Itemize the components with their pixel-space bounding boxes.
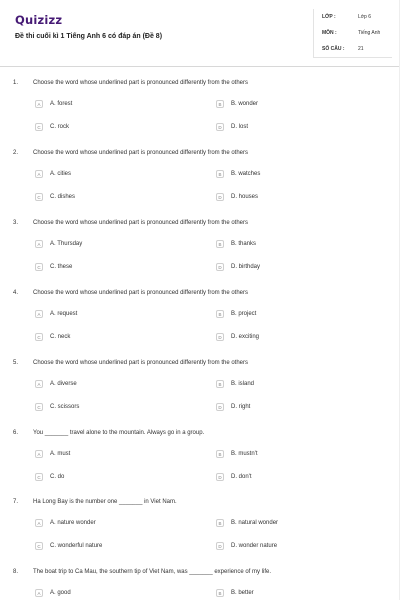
option-text: B. better: [231, 590, 254, 596]
meta-row-grade: [314, 9, 392, 25]
option-text: A. request: [50, 311, 78, 317]
question-number: 5.: [13, 360, 19, 366]
option-text: D. exciting: [231, 334, 260, 340]
option-letter-box: B: [216, 589, 224, 597]
option-text: D. right: [231, 404, 251, 410]
meta-value: Tiếng Anh: [358, 30, 381, 36]
option-text: C. neck: [50, 334, 71, 340]
meta-row-subject: [314, 25, 392, 41]
option-letter-box: C: [35, 333, 43, 341]
question-text: Choose the word whose underlined part is pronounced differently from the others: [33, 150, 249, 156]
quizizz-logo: Quizizz: [15, 13, 63, 27]
option-letter-box: C: [35, 473, 43, 481]
option-text: B. mustn't: [231, 451, 258, 457]
option-text: C. dishes: [50, 194, 76, 200]
option-text: C. rock: [50, 124, 70, 130]
meta-row-count: [314, 41, 392, 57]
option-letter-box: B: [216, 380, 224, 388]
option-letter-box: B: [216, 450, 224, 458]
option-text: B. natural wonder: [231, 520, 279, 526]
option-letter-box: D: [216, 473, 224, 481]
meta-value: 21: [358, 46, 364, 52]
question-number: 4.: [13, 290, 19, 296]
option-letter-box: C: [35, 193, 43, 201]
option-text: A. nature wonder: [50, 520, 96, 526]
question-number: 1.: [13, 80, 19, 86]
option-text: D. don't: [231, 474, 252, 480]
option-letter-box: B: [216, 519, 224, 527]
meta-label: SỐ CÂU :: [322, 46, 345, 52]
question-text: Choose the word whose underlined part is pronounced differently from the others: [33, 290, 249, 296]
option-letter-box: D: [216, 193, 224, 201]
question-number: 6.: [13, 430, 19, 436]
option-text: A. good: [50, 590, 71, 596]
question-number: 2.: [13, 150, 19, 156]
option-text: A. forest: [50, 101, 73, 107]
document-title: Đề thi cuối kì 1 Tiếng Anh 6 có đáp án (Đề 8): [15, 33, 163, 40]
option-letter-box: B: [216, 100, 224, 108]
option-text: A. cities: [50, 171, 72, 177]
option-text: D. wonder nature: [231, 543, 278, 549]
option-letter-box: C: [35, 542, 43, 550]
option-text: C. do: [50, 474, 65, 480]
option-letter-box: D: [216, 333, 224, 341]
option-text: B. island: [231, 381, 255, 387]
option-letter-box: D: [216, 123, 224, 131]
option-letter-box: A: [35, 519, 43, 527]
question-text: Choose the word whose underlined part is pronounced differently from the others: [33, 220, 249, 226]
question-text: The boat trip to Ca Mau, the southern tip of Viet Nam, was _______ experience of my life.: [33, 569, 272, 575]
option-letter-box: A: [35, 380, 43, 388]
option-text: C. these: [50, 264, 73, 270]
option-text: C. scissors: [50, 404, 80, 410]
option-letter-box: A: [35, 240, 43, 248]
option-text: A. must: [50, 451, 71, 457]
option-letter-box: D: [216, 403, 224, 411]
option-text: D. lost: [231, 124, 249, 130]
option-text: A. diverse: [50, 381, 77, 387]
option-letter-box: C: [35, 263, 43, 271]
option-text: B. project: [231, 311, 257, 317]
option-text: C. wonderful nature: [50, 543, 103, 549]
question-text: Choose the word whose underlined part is pronounced differently from the others: [33, 80, 249, 86]
option-text: D. houses: [231, 194, 259, 200]
option-letter-box: B: [216, 310, 224, 318]
option-letter-box: A: [35, 170, 43, 178]
question-number: 8.: [13, 569, 19, 575]
question-text: You _______ travel alone to the mountain. Always go in a group.: [33, 430, 205, 436]
question-text: Ha Long Bay is the number one _______ in Viet Nam.: [33, 499, 177, 505]
option-letter-box: B: [216, 170, 224, 178]
meta-table: [313, 9, 392, 58]
option-letter-box: A: [35, 589, 43, 597]
option-text: B. wonder: [231, 101, 259, 107]
option-text: A. Thursday: [50, 241, 83, 247]
question-text: Choose the word whose underlined part is pronounced differently from the others: [33, 360, 249, 366]
document-header: [0, 0, 400, 67]
option-letter-box: C: [35, 403, 43, 411]
question-number: 7.: [13, 499, 19, 505]
option-text: B. thanks: [231, 241, 257, 247]
question-number: 3.: [13, 220, 19, 226]
meta-label: LỚP :: [322, 14, 336, 20]
option-letter-box: B: [216, 240, 224, 248]
option-text: D. birthday: [231, 264, 261, 270]
option-letter-box: A: [35, 310, 43, 318]
option-text: B. watches: [231, 171, 261, 177]
meta-label: MÔN :: [322, 30, 337, 36]
option-letter-box: D: [216, 263, 224, 271]
option-letter-box: D: [216, 542, 224, 550]
option-letter-box: A: [35, 100, 43, 108]
meta-value: Lớp 6: [358, 14, 372, 20]
option-letter-box: A: [35, 450, 43, 458]
option-letter-box: C: [35, 123, 43, 131]
